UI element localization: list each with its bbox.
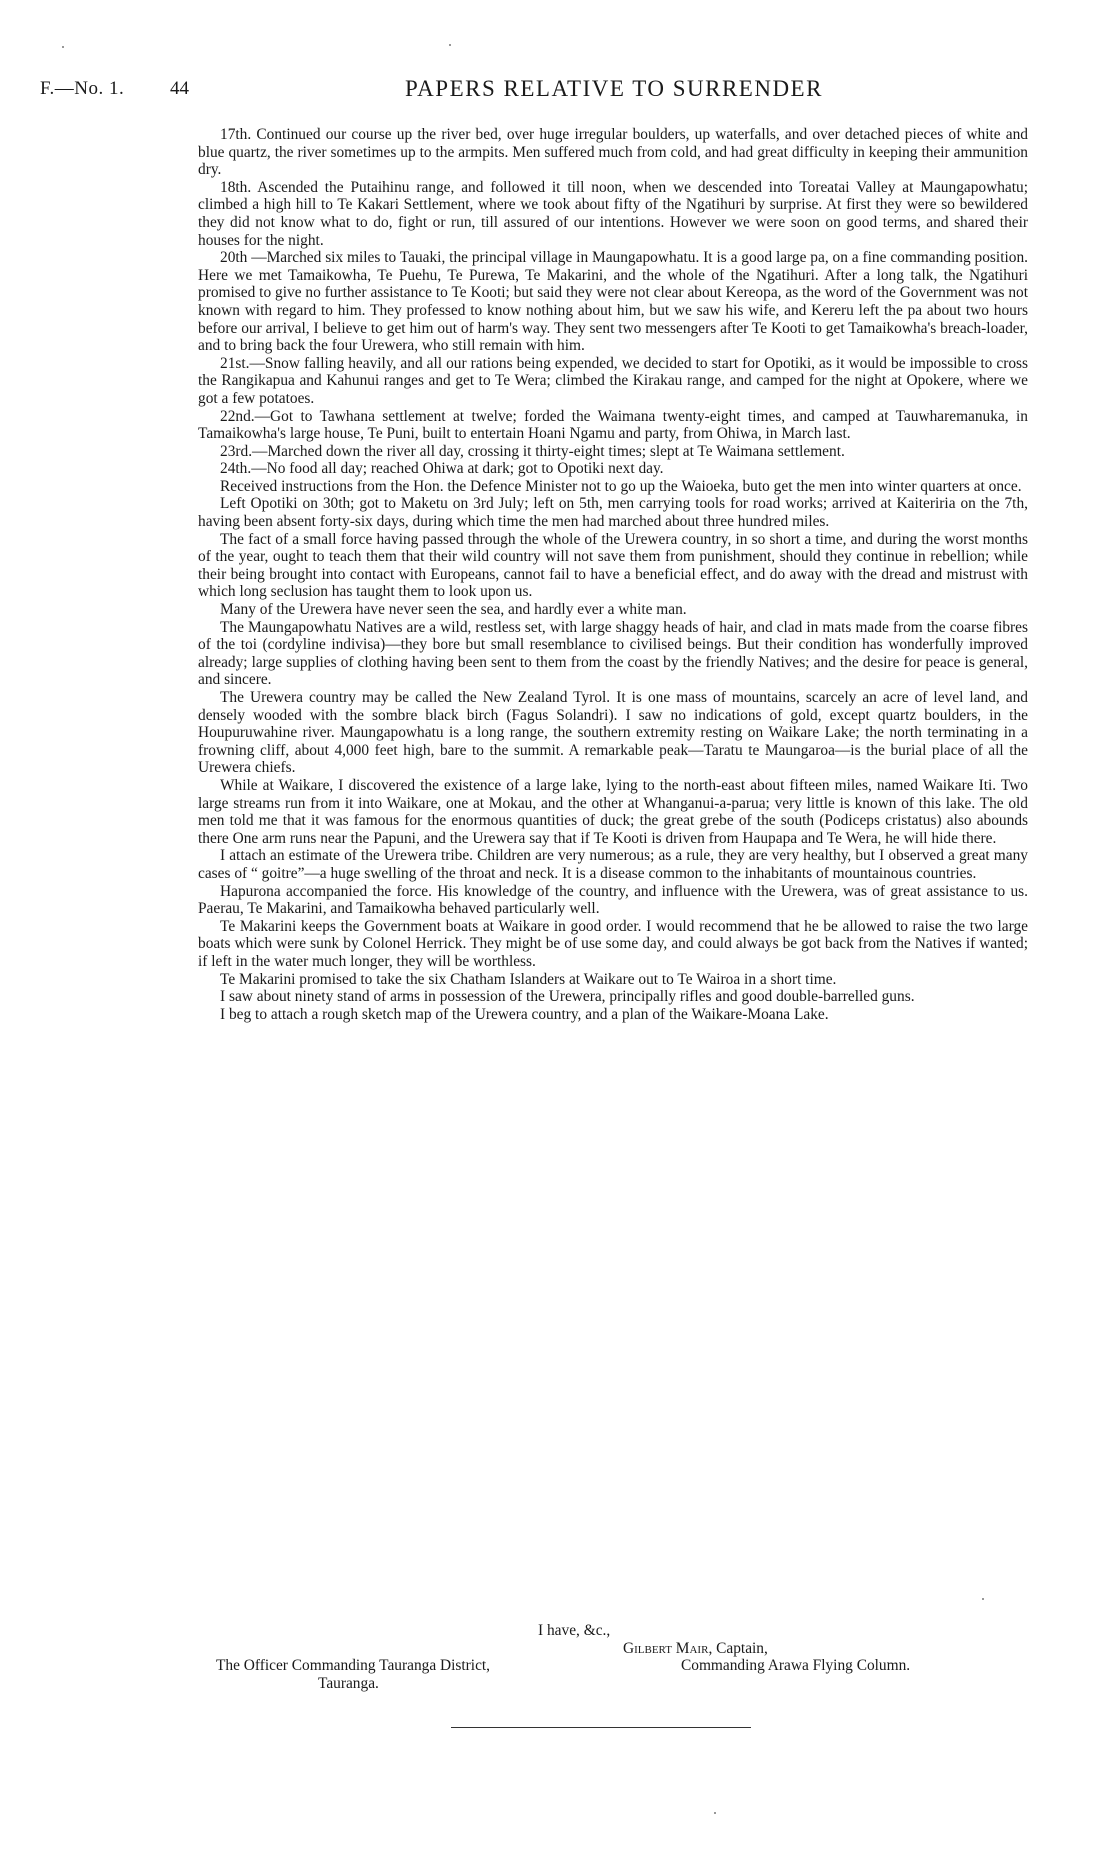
paragraph: The fact of a small force having passed through the whole of the Urewera country, in so short a time, and during the worst months of the year, ought to teach them that their wild country will not save them from punishment, should they continue in rebellion; while their being brought into contact with Europeans, cannot fail to have a beneficial effect, and do away with the dread and mistrust with which long seclusion has taught them to look upon us. bbox=[198, 530, 1028, 601]
paragraph: The Urewera country may be called the New Zealand Tyrol. It is one mass of mountains, scarcely an acre of level land, and densely wooded with the sombre black birch (Fagus Solandri). I saw no indications of gold, except quartz boulders, in the Houpuruwahine river. Maungapowhatu is a long range, the southern extremity resting on Waikare Lake; the north terminating in a frowning cliff, about 4,000 feet high, bare to the summit. A remarkable peak—Taratu te Maungaroa—is the burial place of all the Urewera chiefs. bbox=[198, 689, 1028, 777]
letter-closing bbox=[198, 1622, 1028, 1692]
paragraph: Hapurona accompanied the force. His knowledge of the country, and influence with the Urewera, was of great assistance to us. Paerau, Te Makarini, and Tamaikowha behaved particularly well. bbox=[198, 882, 1028, 918]
signature-line bbox=[623, 1640, 1028, 1658]
paragraph: Many of the Urewera have never seen the sea, and hardly ever a white man. bbox=[220, 601, 687, 619]
page-number: 44 bbox=[170, 78, 189, 99]
paragraph: 21st.—Snow falling heavily, and all our rations being expended, we decided to start for Opotiki, as it would be impossible to cross the Rangikapua and Kahunui ranges and get to Te Wera; climbed the Kirakau range, and camped for the night at Opokere, where we got a few potatoes. bbox=[198, 354, 1028, 407]
paragraph: Left Opotiki on 30th; got to Maketu on 3rd July; left on 5th, men carrying tools for road works; arrived at Kaiteriria on the 7th, having been absent forty-six days, during which time the men had marched about three hundred miles. bbox=[198, 495, 1028, 531]
paragraph: 23rd.—Marched down the river all day, crossing it thirty-eight times; slept at Te Waimana settlement. bbox=[220, 442, 845, 460]
paragraph: I beg to attach a rough sketch map of the Urewera country, and a plan of the Waikare-Moana Lake. bbox=[220, 1005, 829, 1023]
addressee-city: Tauranga. bbox=[318, 1674, 379, 1692]
running-title: PAPERS RELATIVE TO SURRENDER bbox=[405, 76, 823, 101]
report-body bbox=[198, 126, 1028, 1023]
paragraph: The Maungapowhatu Natives are a wild, restless set, with large shaggy heads of hair, and clad in mats made from the coarse fibres of the toi (cordyline indivisa)—they bore but small resemblance to civilised beings. But their condition has wonderfully improved already; large supplies of clothing having been sent to them from the coast by the friendly Natives; and the desire for peace is general, and sincere. bbox=[198, 618, 1028, 689]
paragraph: 20th —Marched six miles to Tauaki, the principal village in Maungapowhatu. It is a good large pa, on a fine commanding position. Here we met Tamaikowha, Te Puehu, Te Purewa, Te Makarini, and the whole of the Ngatihuri. After a long talk, the Ngatihuri promised to give no further assistance to Te Kooti; but said they were not clear about Kereopa, as the word of the Government was not known with regard to him. They professed to know nothing about him, but we saw his wife, and Kereru left the pa about two hours before our arrival, I believe to get him out of harm's way. They sent two messengers after Te Kooti to get Tamaikowha's breach-loader, and to bring back the four Urewera, who still remain with him. bbox=[198, 249, 1028, 355]
print-speck bbox=[714, 1812, 716, 1814]
paragraph: Received instructions from the Hon. the Defence Minister not to go up the Waioeka, buto get the men into winter quarters at once. bbox=[220, 477, 1022, 495]
page-header bbox=[40, 78, 1040, 108]
signature-role: Commanding Arawa Flying Column. bbox=[681, 1657, 911, 1675]
end-rule bbox=[451, 1727, 751, 1728]
paragraph: I attach an estimate of the Urewera tribe. Children are very numerous; as a rule, they are very healthy, but I observed a great many cases of “ goitre”—a huge swelling of the throat and neck. It is a disease common to the inhabitants of mountainous countries. bbox=[198, 847, 1028, 882]
paragraph: 24th.—No food all day; reached Ohiwa at dark; got to Opotiki next day. bbox=[220, 460, 664, 478]
signature-rank: , Captain, bbox=[708, 1639, 768, 1657]
paragraph: 22nd.—Got to Tawhana settlement at twelve; forded the Waimana twenty-eight times, and camped at Tauwharemanuka, in Tamaikowha's large house, Te Puni, built to entertain Hoani Ngamu and party, from Ohiwa, in March last. bbox=[198, 407, 1028, 443]
print-speck bbox=[62, 46, 64, 48]
document-reference: F.—No. 1. bbox=[40, 78, 125, 99]
paragraph: 18th. Ascended the Putaihinu range, and followed it till noon, when we descended into Toreatai Valley at Maungapowhatu; climbed a high hill to Te Kakari Settlement, where we took about fifty of the Ngatihuri by surprise. At first they were so bewildered they did not know what to do, fight or run, till assured of our intentions. However we were soon on good terms, and shared their houses for the night. bbox=[198, 178, 1028, 249]
paragraph: I saw about ninety stand of arms in possession of the Urewera, principally rifles and good double-barrelled guns. bbox=[220, 988, 915, 1006]
addressee: The Officer Commanding Tauranga District, bbox=[216, 1657, 491, 1675]
print-speck bbox=[449, 44, 451, 46]
signature-name: Gilbert Mair bbox=[623, 1639, 709, 1657]
paragraph: Te Makarini keeps the Government boats at Waikare in good order. I would recommend that he be allowed to raise the two large boats which were sunk by Colonel Herrick. They might be of use some day, and could always be got back from the Natives if wanted; if left in the water much longer, they will be worthless. bbox=[198, 917, 1028, 970]
paragraph: Te Makarini promised to take the six Chatham Islanders at Waikare out to Te Wairoa in a short time. bbox=[220, 970, 837, 988]
paragraph: 17th. Continued our course up the river bed, over huge irregular boulders, up waterfalls, and over detached pieces of white and blue quartz, the river sometimes up to the armpits. Men suffered much from cold, and had great difficulty in keeping their ammunition dry. bbox=[198, 126, 1028, 179]
addressee-row bbox=[198, 1657, 1028, 1675]
paragraph: While at Waikare, I discovered the existence of a large lake, lying to the north-east about fifteen miles, named Waikare Iti. Two large streams run from it into Waikare, one at Mokau, and the other at Whanganui-a-parua; very little is known of this lake. The old men told me that it was famous for the enormous quantities of duck; the great grebe of the south (Podiceps cristatus) also abounds there One arm runs near the Papuni, and the Urewera say that if Te Kooti is driven from Haupapa and Te Wera, he will hide there. bbox=[198, 776, 1028, 847]
print-speck bbox=[982, 1598, 984, 1600]
salutation: I have, &c., bbox=[538, 1622, 611, 1639]
